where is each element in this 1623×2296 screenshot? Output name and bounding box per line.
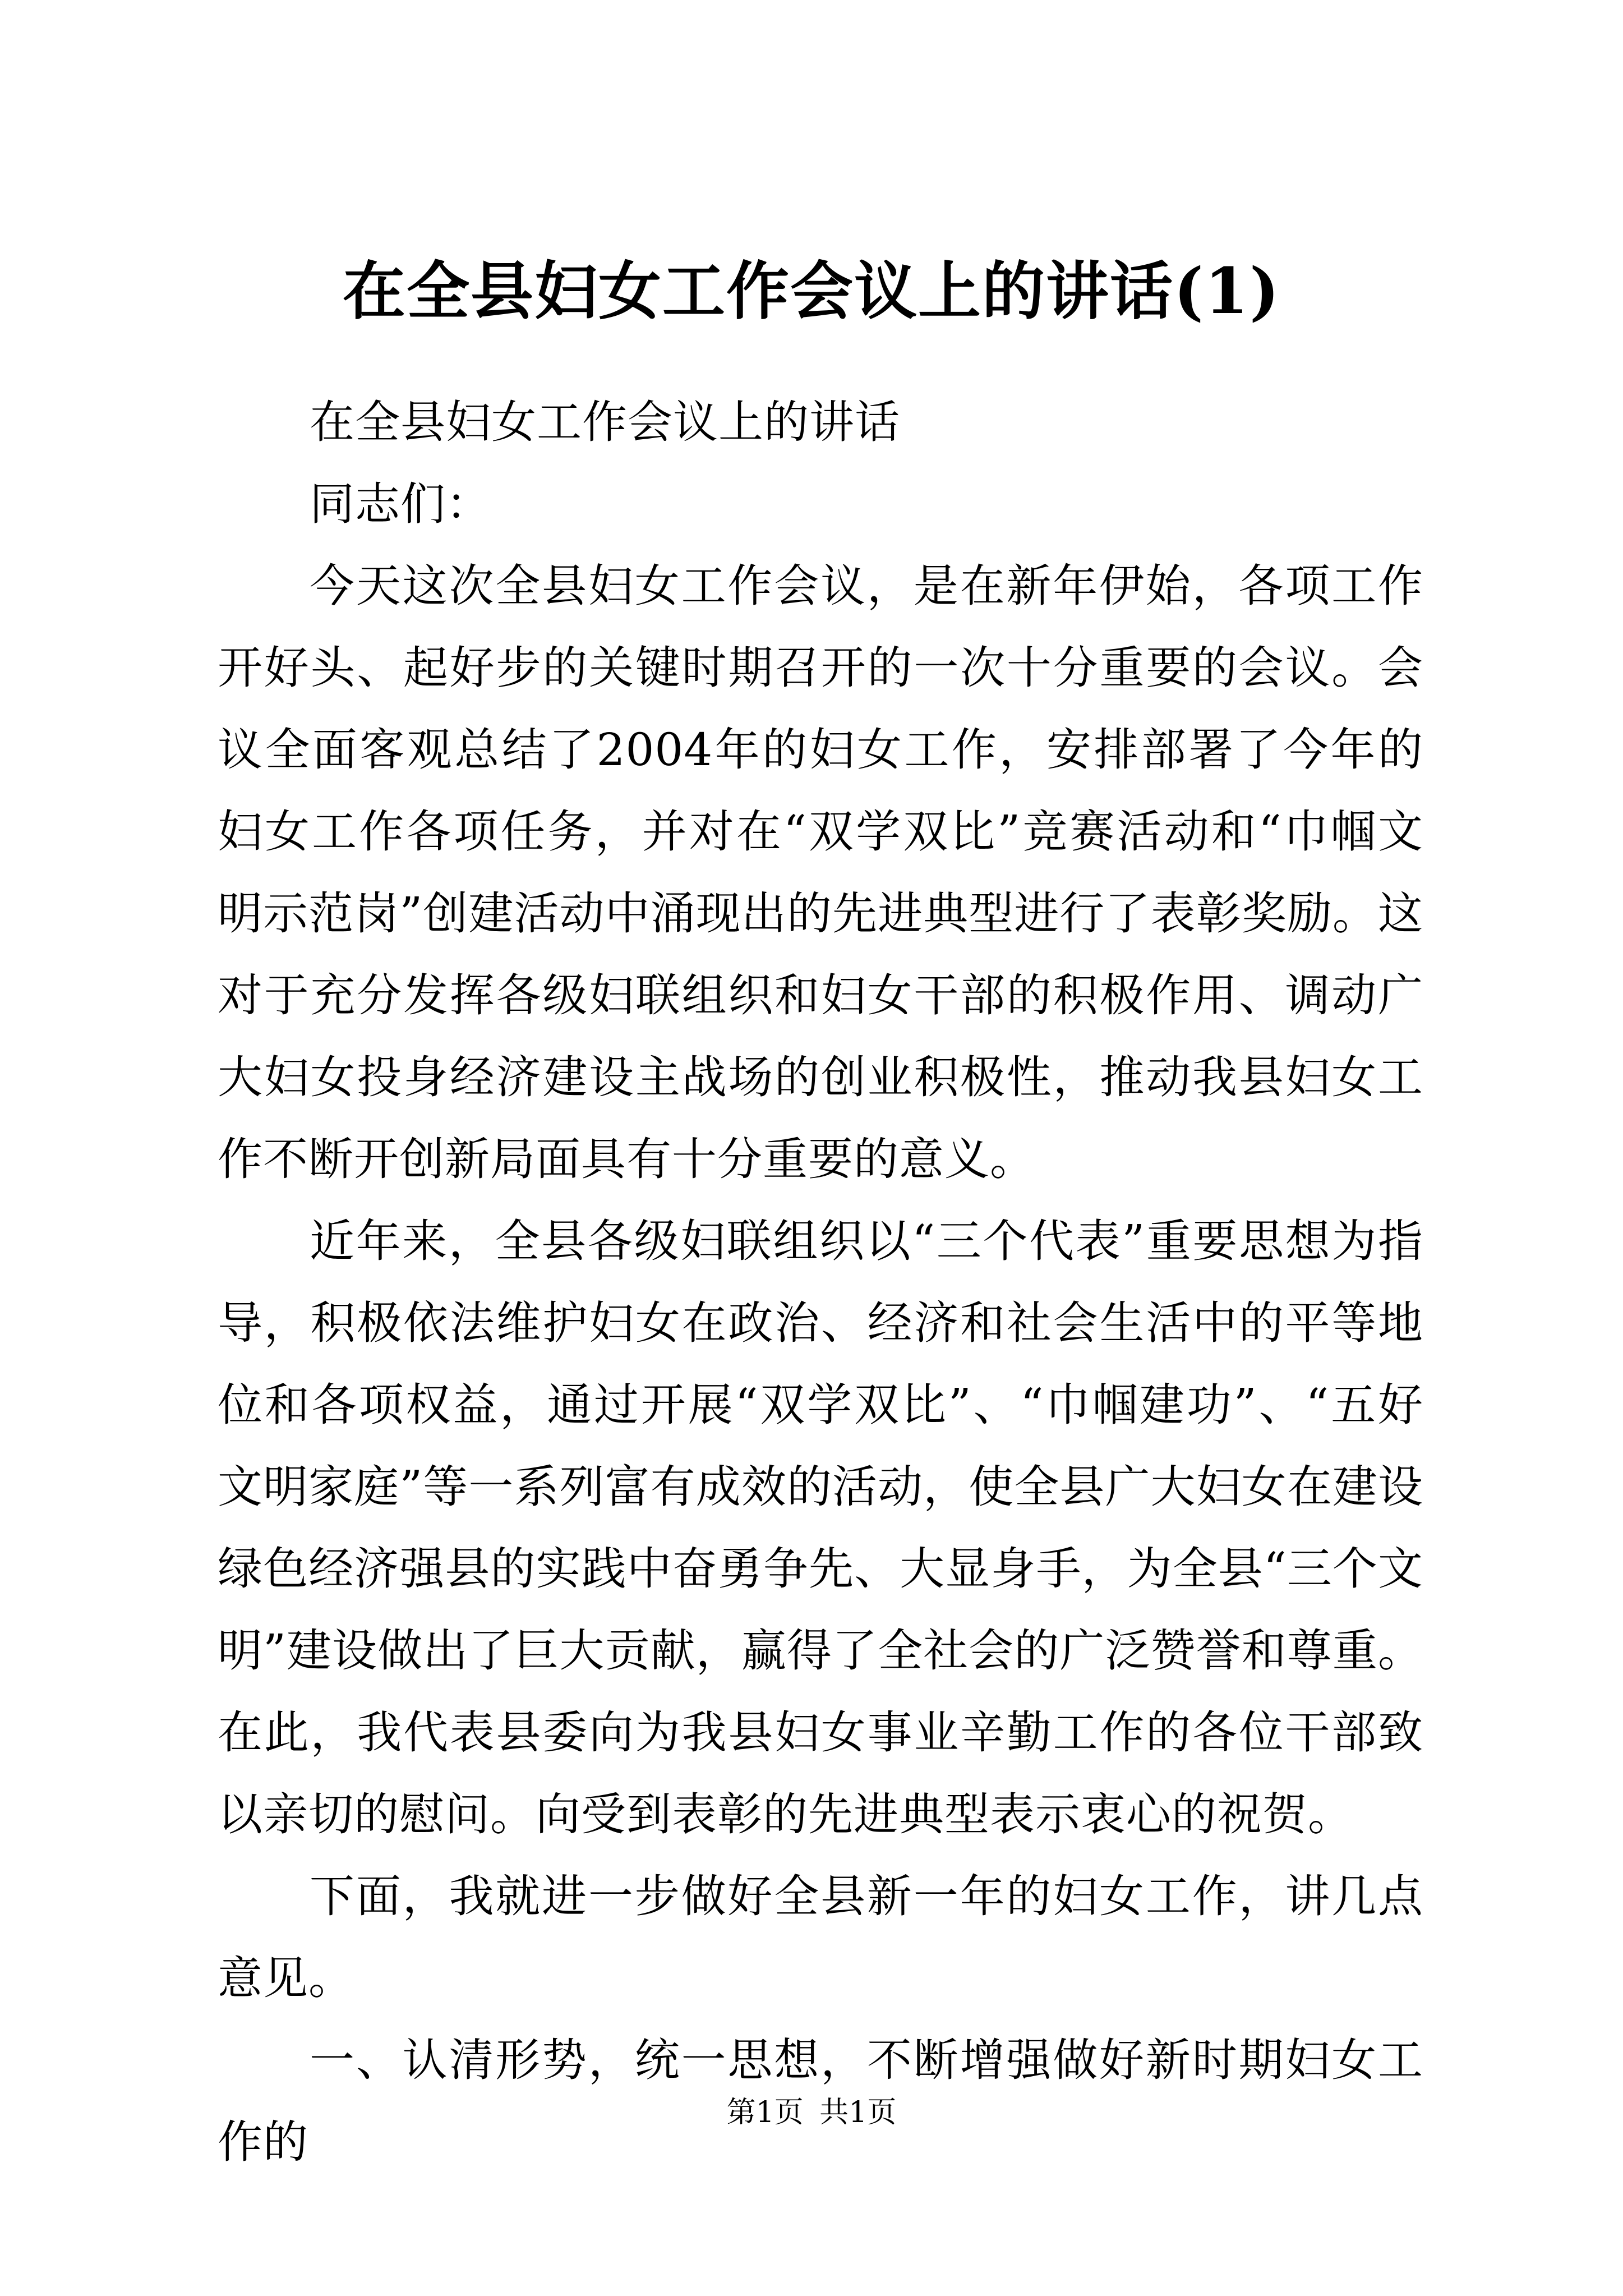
paragraph: 近年来，全县各级妇联组织以“三个代表”重要思想为指导，积极依法维护妇女在政治、经济和社会生活中的平等地位和各项权益，通过开展“双学双比”、“巾帼建功”、“五好文明家庭”等一系列富有成效的活动，使全县广大妇女在建设绿色经济强县的实践中奋勇争先、大显身手，为全县“三个文明”建设做出了巨大贡献，赢得了全社会的广泛赞誉和尊重。在此，我代表县委向为我县妇女事业辛勤工作的各位干部致以亲切的慰问。向受到表彰的先进典型表示衷心的祝贺。 bbox=[218, 1215, 1423, 1841]
paragraph: 今天这次全县妇女工作会议，是在新年伊始，各项工作开好头、起好步的关键时期召开的一次十分重要的会议。会议全面客观总结了2004年的妇女工作，安排部署了今年的妇女工作各项任务，并对在“双学双比”竞赛活动和“巾帼文明示范岗”创建活动中涌现出的先进典型进行了表彰奖励。这对于充分发挥各级妇联组织和妇女干部的积极作用、调动广大妇女投身经济建设主战场的创业积极性，推动我县妇女工作不断开创新局面具有十分重要的意义。 bbox=[218, 560, 1423, 1185]
paragraph-salutation: 同志们： bbox=[310, 478, 491, 530]
paragraph: 一、认清形势，统一思想，不断增强做好新时期妇女工作的 bbox=[218, 2034, 1423, 2168]
paragraph-heading: 在全县妇女工作会议上的讲话 bbox=[310, 396, 900, 448]
page-total: 共1页 bbox=[819, 2096, 897, 2129]
paragraph: 下面，我就进一步做好全县新一年的妇女工作，讲几点意见。 bbox=[218, 1870, 1423, 2004]
page-footer bbox=[0, 2090, 1623, 2135]
document-body bbox=[218, 381, 1423, 2183]
page-number: 第1页 bbox=[726, 2096, 804, 2129]
document-title: 在全县妇女工作会议上的讲话(1) bbox=[343, 255, 1280, 328]
